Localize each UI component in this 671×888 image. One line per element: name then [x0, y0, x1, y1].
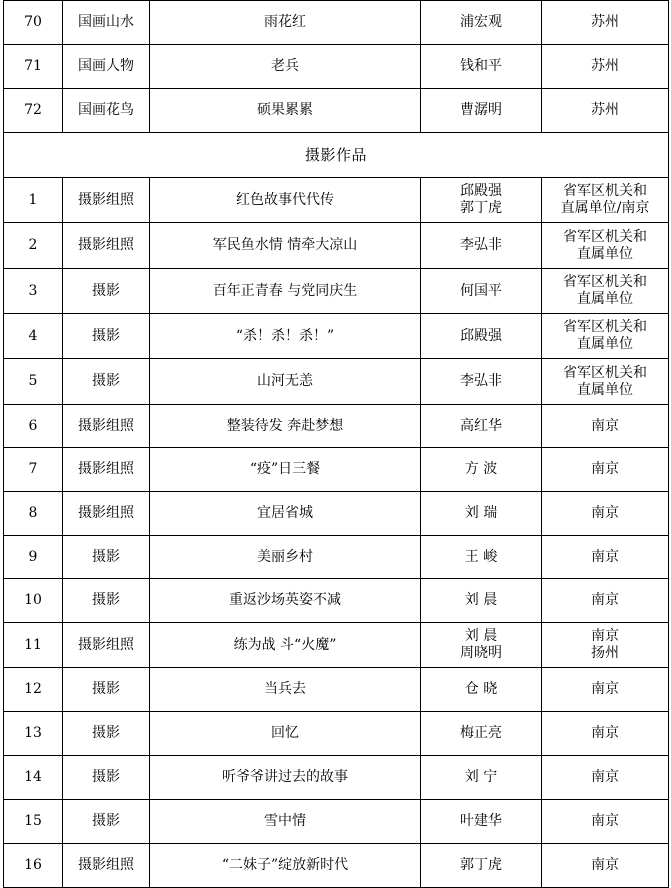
row-author-line: 刘 晨 [464, 592, 498, 608]
row-region [542, 45, 669, 89]
table-row [4, 712, 669, 756]
table-row [4, 223, 669, 269]
row-author-line: 邱殿强 [460, 183, 502, 199]
row-region [542, 800, 669, 844]
row-author [421, 668, 542, 712]
row-category: 摄影组照 [63, 223, 150, 269]
row-author [421, 89, 542, 133]
awards-table-body [4, 1, 669, 888]
row-title: 军民鱼水情 情牵大凉山 [150, 223, 421, 269]
row-author [421, 800, 542, 844]
row-author [421, 844, 542, 888]
row-number: 2 [4, 223, 63, 269]
table-row [4, 536, 669, 579]
row-author-line: 曹潺明 [460, 102, 502, 118]
row-region [542, 579, 669, 623]
row-region-line: 省军区机关和 [563, 228, 647, 245]
row-region-line: 南京 [591, 769, 619, 785]
row-number: 5 [4, 359, 63, 405]
table-row [4, 1, 669, 45]
awards-table [3, 0, 669, 888]
row-region [542, 178, 669, 223]
section-title: 摄影作品 [4, 133, 669, 178]
row-category: 国画人物 [63, 45, 150, 89]
row-region [542, 359, 669, 405]
table-row [4, 579, 669, 623]
row-region-line: 南京 [591, 813, 619, 829]
row-region-line: 南京 [591, 592, 619, 608]
row-number: 12 [4, 668, 63, 712]
row-category: 摄影组照 [63, 178, 150, 223]
row-number: 1 [4, 178, 63, 223]
row-region-line: 省军区机关和 [563, 183, 647, 199]
row-author [421, 448, 542, 492]
table-row [4, 844, 669, 888]
row-region-line: 苏州 [591, 58, 619, 74]
row-author-line: 周晓明 [460, 645, 502, 661]
row-author-line: 钱和平 [460, 58, 502, 74]
row-region [542, 1, 669, 45]
table-row [4, 269, 669, 314]
row-region-line: 直属单位 [577, 381, 633, 398]
row-author-line: 刘 瑞 [464, 505, 498, 521]
table-row [4, 359, 669, 405]
row-author-line: 梅正亮 [460, 725, 502, 741]
table-row [4, 405, 669, 448]
table-row [4, 178, 669, 223]
row-category: 摄影 [63, 712, 150, 756]
row-category: 摄影 [63, 668, 150, 712]
row-region-line: 省军区机关和 [563, 319, 647, 335]
row-category: 国画花鸟 [63, 89, 150, 133]
table-row [4, 668, 669, 712]
row-region-line: 南京 [591, 548, 619, 565]
row-author-line: 李弘非 [460, 373, 502, 389]
row-region-line: 苏州 [591, 14, 619, 30]
row-author [421, 223, 542, 269]
row-number: 70 [4, 1, 63, 45]
row-region [542, 756, 669, 800]
table-row [4, 314, 669, 359]
row-category: 摄影 [63, 314, 150, 359]
row-title: 美丽乡村 [150, 536, 421, 579]
row-category: 国画山水 [63, 1, 150, 45]
table-row [4, 756, 669, 800]
row-number: 7 [4, 448, 63, 492]
row-number: 9 [4, 536, 63, 579]
section-header-row [4, 133, 669, 178]
row-region-line: 南京 [591, 725, 619, 741]
row-number: 71 [4, 45, 63, 89]
row-title: 红色故事代代传 [150, 178, 421, 223]
row-category: 摄影组照 [63, 448, 150, 492]
row-number: 16 [4, 844, 63, 888]
row-author-line: 郭丁虎 [460, 200, 502, 216]
row-author-line: 何国平 [460, 282, 502, 299]
row-number: 13 [4, 712, 63, 756]
row-title: 重返沙场英姿不减 [150, 579, 421, 623]
row-category: 摄影 [63, 359, 150, 405]
row-title: “杀！杀！杀！” [150, 314, 421, 359]
row-category: 摄影组照 [63, 405, 150, 448]
row-region [542, 405, 669, 448]
row-region-line: 扬州 [591, 645, 619, 661]
row-title: 雪中情 [150, 800, 421, 844]
row-category: 摄影 [63, 269, 150, 314]
row-author [421, 536, 542, 579]
row-title: “二妹子”绽放新时代 [150, 844, 421, 888]
row-category: 摄影 [63, 579, 150, 623]
table-row [4, 492, 669, 536]
row-author [421, 359, 542, 405]
row-title: 整装待发 奔赴梦想 [150, 405, 421, 448]
row-author-line: 刘 宁 [464, 769, 498, 785]
row-author [421, 178, 542, 223]
row-author [421, 1, 542, 45]
row-number: 10 [4, 579, 63, 623]
row-author-line: 高红华 [460, 417, 502, 434]
row-author [421, 492, 542, 536]
row-region-line: 省军区机关和 [563, 274, 647, 290]
row-author [421, 45, 542, 89]
row-region-line: 省军区机关和 [563, 364, 647, 381]
row-author-line: 邱殿强 [460, 327, 502, 344]
row-author-line: 方 波 [464, 461, 498, 477]
row-title: 听爷爷讲过去的故事 [150, 756, 421, 800]
row-number: 8 [4, 492, 63, 536]
row-author-line: 郭丁虎 [460, 857, 502, 873]
row-author-line: 刘 晨 [464, 628, 498, 644]
row-title: 硕果累累 [150, 89, 421, 133]
row-title: 练为战 斗“火魔” [150, 623, 421, 668]
row-region-line: 南京 [591, 417, 619, 434]
row-region [542, 314, 669, 359]
table-row [4, 448, 669, 492]
row-author [421, 712, 542, 756]
row-region-line: 苏州 [591, 102, 619, 118]
row-author-line: 叶建华 [460, 813, 502, 829]
row-category: 摄影组照 [63, 623, 150, 668]
row-region-line: 直属单位 [577, 291, 633, 307]
row-region [542, 844, 669, 888]
row-title: 回忆 [150, 712, 421, 756]
row-title: 山河无恙 [150, 359, 421, 405]
row-title: 雨花红 [150, 1, 421, 45]
row-title: 当兵去 [150, 668, 421, 712]
row-title: “疫”日三餐 [150, 448, 421, 492]
row-number: 11 [4, 623, 63, 668]
row-region-line: 南京 [591, 681, 619, 697]
table-row [4, 45, 669, 89]
row-number: 6 [4, 405, 63, 448]
row-region-line: 直属单位/南京 [560, 200, 650, 216]
row-number: 4 [4, 314, 63, 359]
row-number: 14 [4, 756, 63, 800]
row-author [421, 756, 542, 800]
row-region-line: 南京 [591, 505, 619, 521]
table-row [4, 89, 669, 133]
row-author [421, 269, 542, 314]
row-category: 摄影 [63, 536, 150, 579]
row-title: 宜居省城 [150, 492, 421, 536]
row-author [421, 405, 542, 448]
row-category: 摄影 [63, 800, 150, 844]
row-region [542, 623, 669, 668]
row-region [542, 668, 669, 712]
row-category: 摄影 [63, 756, 150, 800]
row-region-line: 南京 [591, 857, 619, 873]
row-title: 百年正青春 与党同庆生 [150, 269, 421, 314]
row-number: 15 [4, 800, 63, 844]
row-region [542, 492, 669, 536]
row-region [542, 536, 669, 579]
row-region-line: 南京 [591, 461, 619, 477]
row-author-line: 王 峻 [464, 548, 498, 565]
row-author-line: 李弘非 [460, 237, 502, 253]
row-author [421, 579, 542, 623]
row-region [542, 448, 669, 492]
row-region [542, 89, 669, 133]
row-region [542, 269, 669, 314]
row-region [542, 712, 669, 756]
row-author [421, 623, 542, 668]
row-author-line: 仓 晓 [464, 681, 498, 697]
row-title: 老兵 [150, 45, 421, 89]
row-number: 3 [4, 269, 63, 314]
table-row [4, 623, 669, 668]
row-region-line: 直属单位 [577, 336, 633, 352]
row-region-line: 南京 [591, 628, 619, 644]
row-region-line: 直属单位 [577, 245, 633, 262]
row-number: 72 [4, 89, 63, 133]
row-author-line: 浦宏观 [460, 14, 502, 30]
table-row [4, 800, 669, 844]
row-region [542, 223, 669, 269]
row-author [421, 314, 542, 359]
row-category: 摄影组照 [63, 492, 150, 536]
row-category: 摄影组照 [63, 844, 150, 888]
